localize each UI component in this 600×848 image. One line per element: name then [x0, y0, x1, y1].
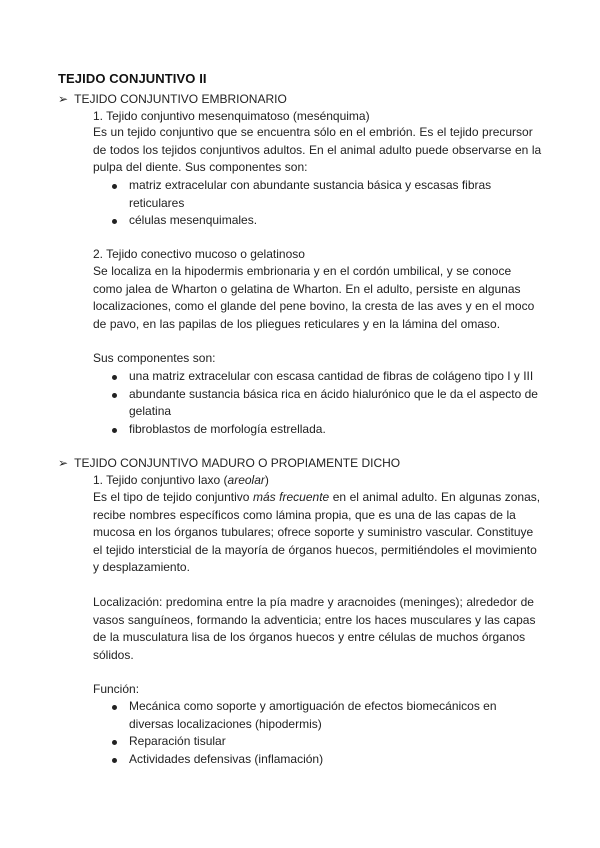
list-item-line: abundante sustancia básica rica en ácido hialurónico que le da el aspecto de [129, 386, 538, 401]
bullet-dot-icon [112, 758, 117, 763]
subheading-mucoso: 2. Tejido conectivo mucoso o gelatinoso [93, 247, 305, 261]
paragraph-line: vasos sanguíneos, formando la adventicia; entre los haces musculares y las capas [93, 612, 536, 627]
paragraph-line: pulpa del diente. Sus componentes son: [93, 160, 308, 175]
bullet-list-mucoso [0, 368, 549, 438]
list-item-line: Actividades defensivas (inflamación) [129, 751, 324, 766]
paragraph-text: Es el tipo de tejido conjuntivo [93, 490, 253, 504]
list-item-line: reticulares [129, 195, 185, 210]
list-item-line: Mecánica como soporte y amortiguación de efectos biomecánicos en [129, 699, 497, 713]
paragraph-line: de la musculatura lisa de los órganos huecos y entre células de muchos órganos [93, 630, 526, 645]
bullet-dot-icon [112, 705, 117, 710]
list-item-line: diversas localizaciones (hipodermis) [129, 716, 322, 731]
paragraph-line: mucosa en los órganos tubulares; ofrece soporte y suministro vascular. Constituye [93, 525, 534, 540]
bullet-list-mesenquimatoso [0, 177, 549, 230]
paragraph-line: el tejido intersticial de la mayoría de órganos huecos, permitiéndoles el movimiento [93, 542, 537, 557]
section-heading-maduro [58, 455, 400, 472]
subheading-text: 1. Tejido conjuntivo laxo ( [93, 473, 228, 487]
paragraph-laxo [93, 489, 551, 577]
page-title: TEJIDO CONJUNTIVO II [58, 71, 207, 86]
bullet-dot-icon [112, 219, 117, 224]
section-heading-text: TEJIDO CONJUNTIVO EMBRIONARIO [74, 92, 287, 106]
paragraph-line: como jalea de Wharton o gelatina de Wharton. En el adulto, persiste en algunas [93, 281, 521, 296]
bullet-dot-icon [112, 375, 117, 380]
list-item [0, 177, 549, 212]
section-heading-embrionario [58, 91, 287, 108]
list-item [0, 421, 549, 439]
paragraph-emphasis: más frecuente [252, 490, 330, 504]
list-item [0, 751, 549, 769]
components-label-text: Sus componentes son: [93, 351, 216, 365]
paragraph-line: recibe nombres específicos como lámina propia, que es una de las capas de la [93, 507, 516, 522]
paragraph-line: de pavo, en las papilas de los pliegues reticulares y en la lámina del omaso. [93, 316, 501, 331]
paragraph-localizacion [93, 594, 551, 664]
paragraph-line: y desplazamiento. [93, 560, 190, 575]
paragraph-mucoso [93, 263, 551, 333]
paragraph-line: Localización: predomina entre la pía madre y aracnoides (meninges); alrededor de [93, 595, 534, 609]
subheading-laxo [93, 472, 269, 489]
subheading-emphasis: areolar [227, 473, 265, 487]
paragraph-line: localizaciones, como el glande del pene bovino, la cresta de las aves y en el moco [93, 299, 535, 314]
section-heading-text: TEJIDO CONJUNTIVO MADURO O PROPIAMENTE DICHO [74, 456, 401, 470]
paragraph-line: de todos los tejidos conjuntivos adultos. En el animal adulto puede observarse en la [93, 142, 542, 157]
subheading-mesenquimatoso: 1. Tejido conjuntivo mesenquimatoso (mesénquima) [93, 109, 370, 123]
list-item [0, 212, 549, 230]
function-label-text: Función: [93, 682, 140, 696]
paragraph-line: Se localiza en la hipodermis embrionaria y en el cordón umbilical, y se conoce [93, 264, 512, 278]
paragraph-text: en el animal adulto. En algunas zonas, [329, 490, 541, 504]
list-item-line: gelatina [129, 404, 172, 419]
function-label [93, 681, 551, 699]
components-label [93, 350, 551, 368]
list-item [0, 698, 549, 733]
list-item-line: una matriz extracelular con escasa cantidad de fibras de colágeno tipo I y III [129, 369, 534, 383]
paragraph-mesenquimatoso [93, 124, 551, 177]
bullet-list-funcion [0, 698, 549, 768]
list-item-line: matriz extracelular con abundante sustancia básica y escasas fibras [129, 178, 492, 192]
arrow-bullet-icon: ➢ [58, 92, 69, 106]
list-item [0, 733, 549, 751]
subheading-text: ) [264, 473, 269, 487]
paragraph-line: sólidos. [93, 647, 134, 662]
bullet-dot-icon [112, 393, 117, 398]
list-item-line: Reparación tisular [129, 734, 226, 749]
list-item-line: células mesenquimales. [129, 213, 258, 228]
paragraph-line [93, 489, 551, 507]
paragraph-line: Es un tejido conjuntivo que se encuentra sólo en el embrión. Es el tejido precursor [93, 125, 533, 139]
bullet-dot-icon [112, 184, 117, 189]
bullet-dot-icon [112, 428, 117, 433]
bullet-dot-icon [112, 740, 117, 745]
arrow-bullet-icon: ➢ [58, 456, 69, 470]
list-item [0, 368, 549, 386]
list-item-line: fibroblastos de morfología estrellada. [129, 421, 326, 436]
list-item [0, 386, 549, 421]
